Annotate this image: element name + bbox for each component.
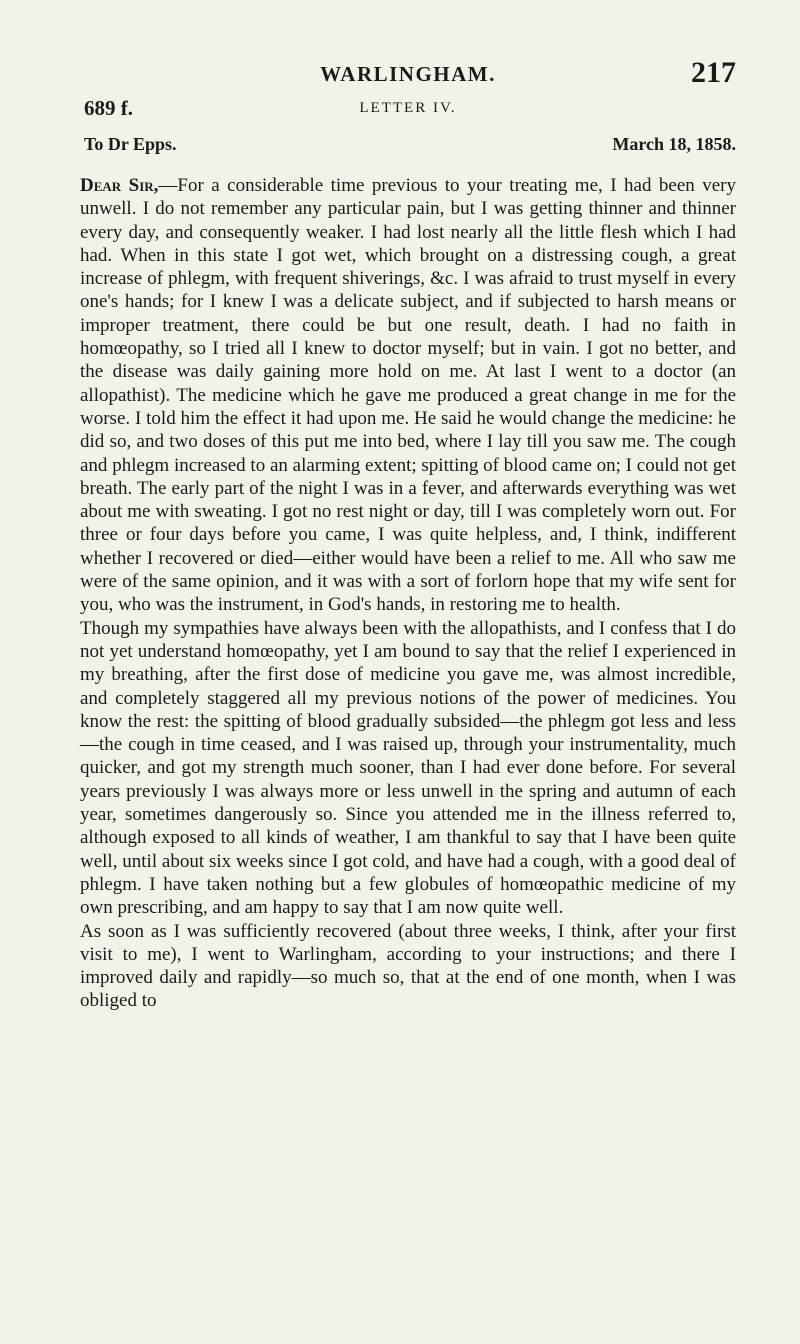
page-number: 217 xyxy=(691,56,736,89)
paragraph-1-text: —For a considerable time previous to your treating me, I had been very unwell. I do not remember any particular pain, but I was getting thinner and thinner every day, and consequently weaker. I had lost nearly all the little flesh which I had had. When in this state I got wet, which brought on a distressing cough, a great increase of phlegm, with frequent shiverings, &c. I was afraid to trust myself in every one's hands; for I knew I was a delicate subject, and if subjected to harsh means or improper treatment, there could be but one result, death. I had no faith in homœopathy, so I tried all I knew to doctor myself; but in vain. I got no better, and the disease was daily gaining more hold on me. At last I went to a doctor (an allopathist). The medicine which he gave me produced a great change in me for the worse. I told him the effect it had upon me. He said he would change the medicine: he did so, and two doses of this put me into bed, where I lay till you saw me. The cough and phlegm increased to an alarming extent; spitting of blood came on; I could not get breath. The early part of the night I was in a fever, and afterwards everything was wet about me with sweating. I got no rest night or day, till I was completely worn out. For three or four days before you came, I was quite helpless, and, I think, indifferent whether I recovered or died—either would have been a relief to me. All who saw me were of the same opinion, and it was with a sort of forlorn hope that my wife sent for you, who was the instrument, in God's hands, in restoring me to health. xyxy=(80,175,736,616)
salutation: Dear Sir, xyxy=(80,175,159,196)
letter-heading xyxy=(80,96,736,130)
paragraph-3: As soon as I was sufficiently recovered (about three weeks, I think, after your first visit to me), I went to Warlingham, according to your instructions; and there I improved daily and rapidly—so much so, that at the end of one month, when I was obliged to xyxy=(80,920,736,1012)
folio-number: 689 f. xyxy=(84,96,133,120)
recipient: To Dr Epps. xyxy=(84,134,177,154)
running-title: WARLINGHAM. xyxy=(320,62,496,86)
paragraph-2: Though my sympathies have always been with the allopathists, and I confess that I do not yet understand homœopathy, yet I am bound to say that the relief I experienced in my breathing, after the first dose of medicine you gave me, was almost incredible, and completely staggered all my previous notions of the power of medicines. You know the rest: the spitting of blood gradually subsided—the phlegm got less and less—the cough in time ceased, and I was raised up, through your instrumentality, much quicker, and got my strength much sooner, than I had ever done before. For several years previously I was always more or less unwell in the spring and autumn of each year, sometimes dangerously so. Since you attended me in the illness referred to, although exposed to all kinds of weather, I am thankful to say that I have been quite well, until about six weeks since I got cold, and have had a cough, with a good deal of phlegm. I have taken nothing but a few globules of homœopathic medicine of my own prescribing, and am happy to say that I am now quite well. xyxy=(80,617,736,919)
letter-body xyxy=(80,174,736,1013)
letter-number: LETTER IV. xyxy=(359,100,457,116)
running-head xyxy=(80,58,736,94)
paragraph-1 xyxy=(80,174,736,617)
address-line xyxy=(80,134,736,164)
letter-date: March 18, 1858. xyxy=(612,134,736,154)
